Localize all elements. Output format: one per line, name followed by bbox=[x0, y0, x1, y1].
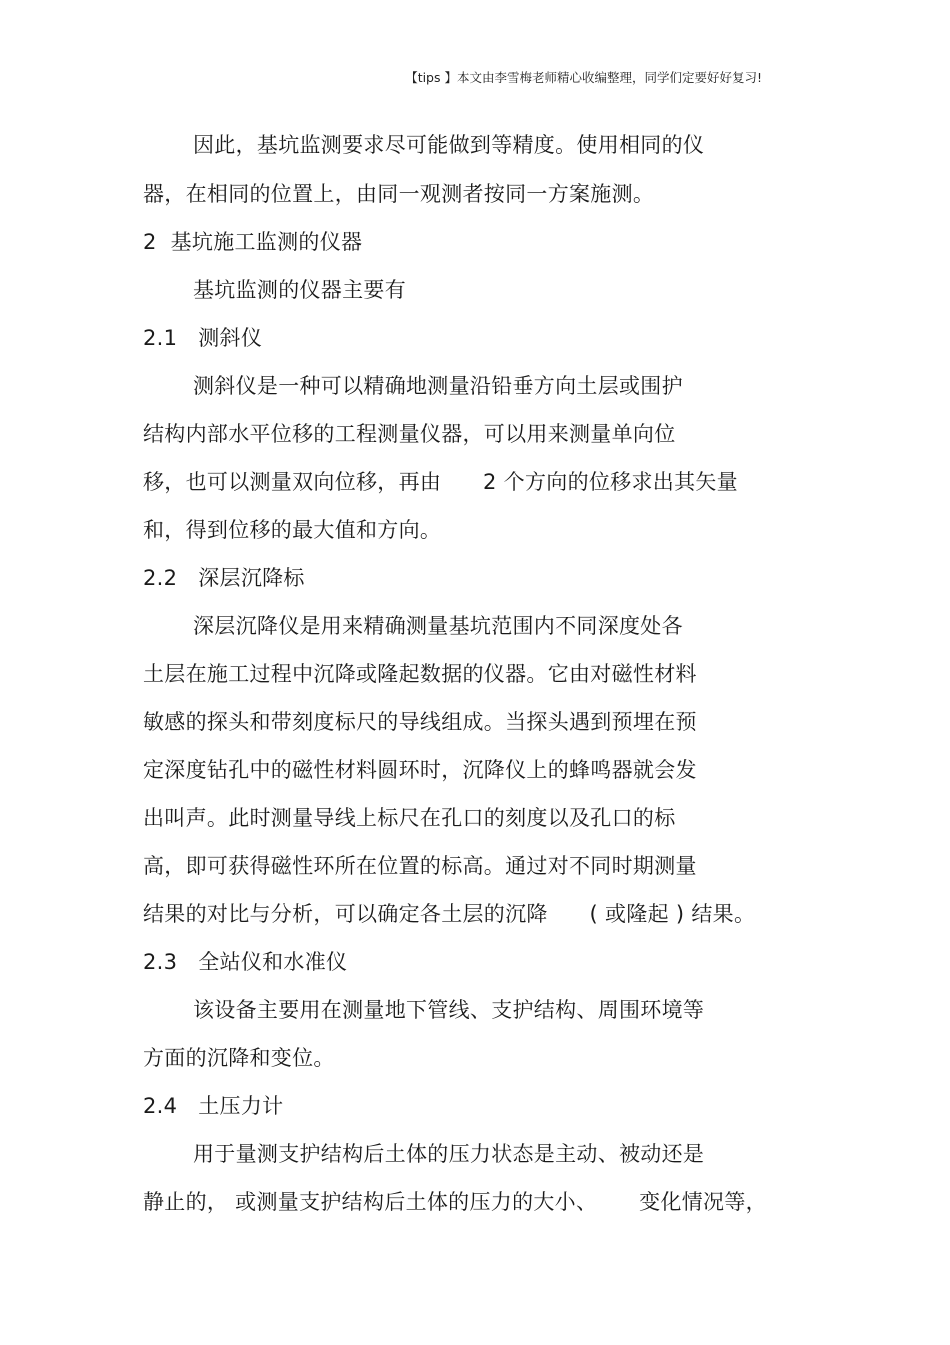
tips-header: 【tips 】本文由李雪梅老师精心收编整理，同学们定要好好复习! bbox=[405, 70, 762, 85]
paragraph-line: 器，在相同的位置上，由同一观测者按同一方案施测。 bbox=[143, 182, 655, 206]
paragraph-line: 定深度钻孔中的磁性材料圆环时，沉降仪上的蜂鸣器就会发 bbox=[143, 758, 697, 782]
paragraph-line: 出叫声。此时测量导线上标尺在孔口的刻度以及孔口的标 bbox=[143, 806, 676, 830]
paragraph-line: 深层沉降仪是用来精确测量基坑范围内不同深度处各 bbox=[193, 614, 683, 638]
section-heading: 2 基坑施工监测的仪器 bbox=[143, 230, 363, 254]
paragraph-line: 结果的对比与分析，可以确定各土层的沉降 ( 或隆起 ) 结果。 bbox=[143, 902, 756, 926]
paragraph-line: 静止的， 或测量支护结构后土体的压力的大小、 变化情况等， bbox=[143, 1190, 767, 1214]
paragraph-line: 方面的沉降和变位。 bbox=[143, 1046, 335, 1070]
paragraph-line: 和，得到位移的最大值和方向。 bbox=[143, 518, 442, 542]
paragraph-line: 土层在施工过程中沉降或隆起数据的仪器。它由对磁性材料 bbox=[143, 662, 697, 686]
paragraph-line: 高，即可获得磁性环所在位置的标高。通过对不同时期测量 bbox=[143, 854, 697, 878]
paragraph-line: 因此，基坑监测要求尽可能做到等精度。使用相同的仪 bbox=[193, 133, 705, 157]
subsection-heading: 2.1 测斜仪 bbox=[143, 326, 263, 350]
subsection-heading: 2.3 全站仪和水准仪 bbox=[143, 950, 348, 974]
paragraph-line: 基坑监测的仪器主要有 bbox=[193, 278, 406, 302]
paragraph-line: 敏感的探头和带刻度标尺的导线组成。当探头遇到预埋在预 bbox=[143, 710, 697, 734]
subsection-heading: 2.4 土压力计 bbox=[143, 1094, 284, 1118]
paragraph-line: 结构内部水平位移的工程测量仪器，可以用来测量单向位 bbox=[143, 422, 676, 446]
paragraph-line: 该设备主要用在测量地下管线、支护结构、周围环境等 bbox=[193, 998, 705, 1022]
paragraph-line: 测斜仪是一种可以精确地测量沿铅垂方向土层或围护 bbox=[193, 374, 683, 398]
paragraph-line: 移，也可以测量双向位移，再由 2 个方向的位移求出其矢量 bbox=[143, 470, 738, 494]
paragraph-line: 用于量测支护结构后土体的压力状态是主动、被动还是 bbox=[193, 1142, 705, 1166]
subsection-heading: 2.2 深层沉降标 bbox=[143, 566, 305, 590]
